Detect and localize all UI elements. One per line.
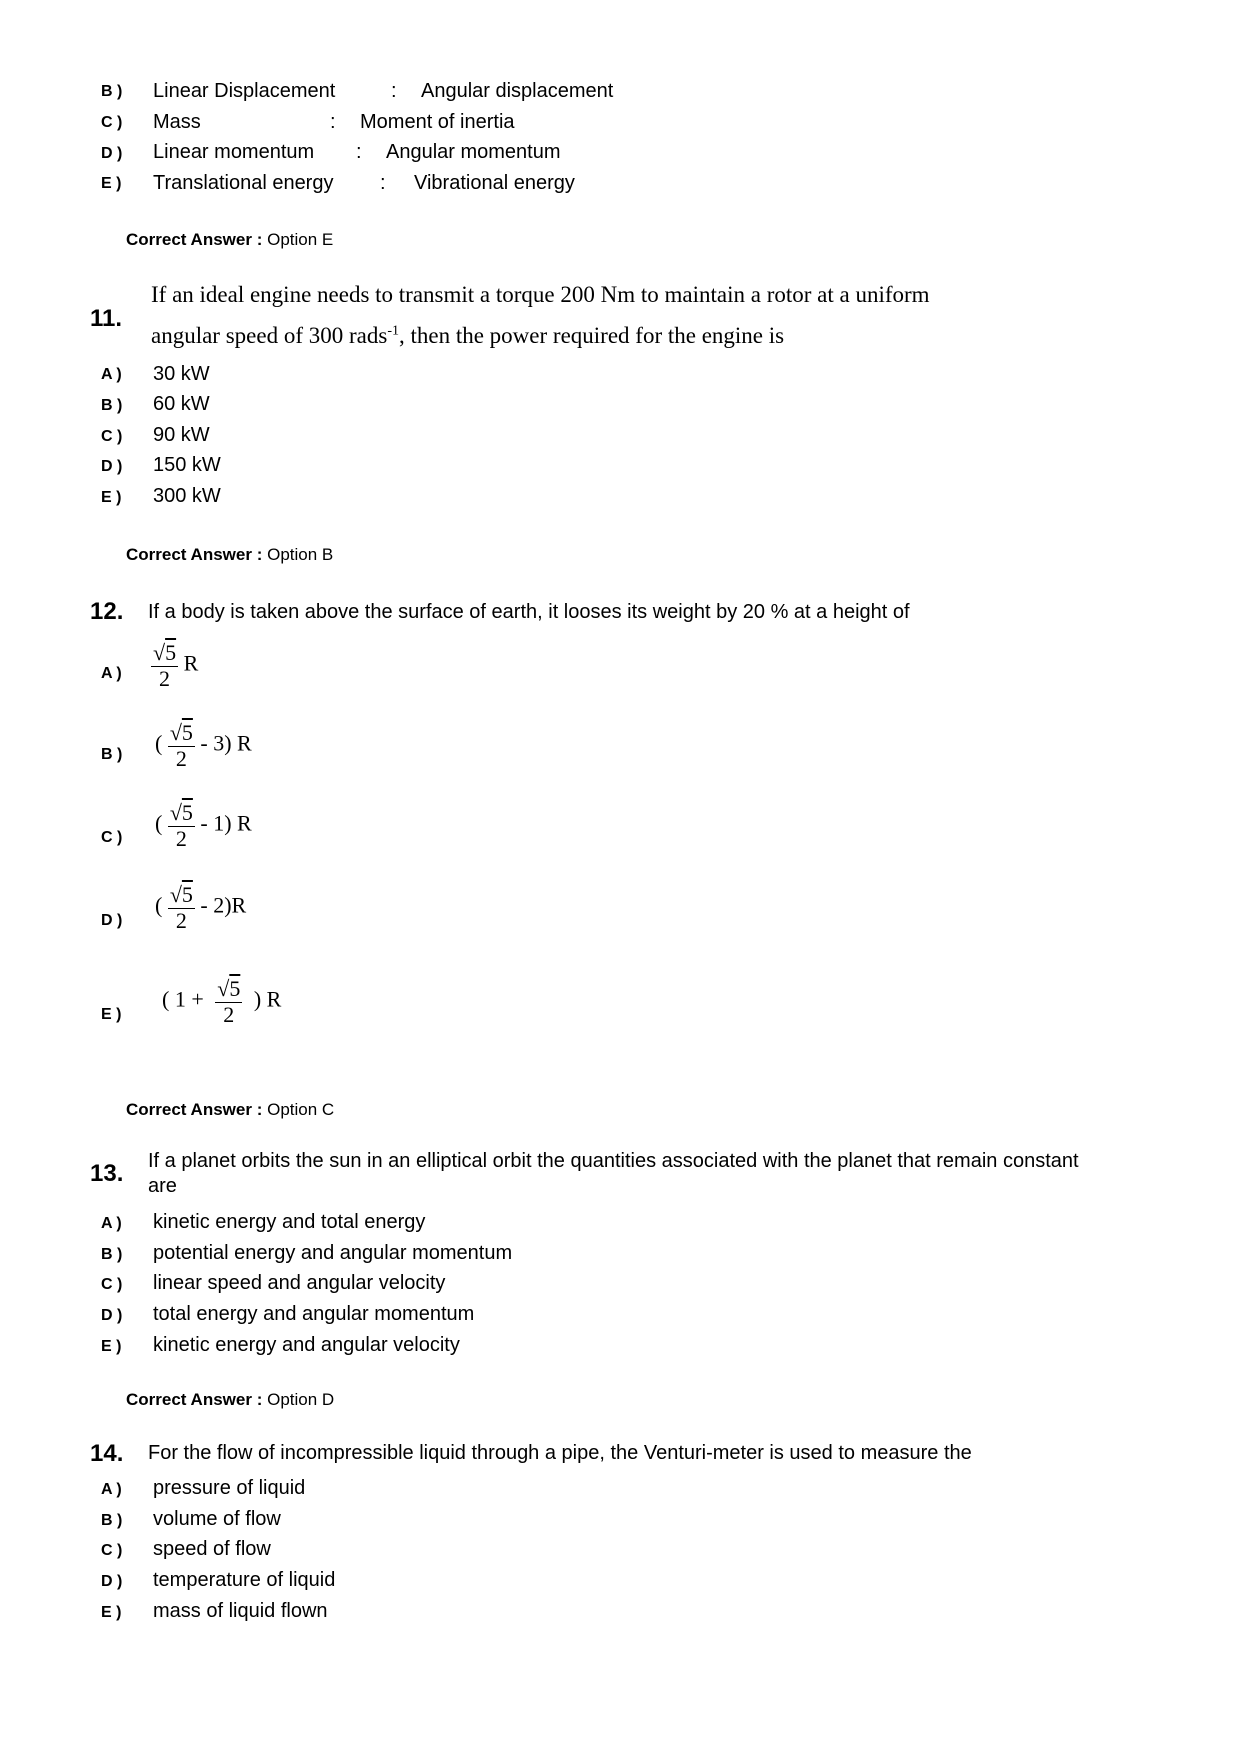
- option-label: A ): [101, 366, 122, 383]
- option-text: volume of flow: [153, 1508, 281, 1530]
- option-text: 60 kW: [153, 393, 210, 415]
- sqrt-symbol: √: [153, 640, 166, 665]
- formula-prefix: (: [155, 810, 163, 836]
- formula-suffix: ) R: [253, 986, 282, 1012]
- fraction: [168, 882, 195, 933]
- option-left-text: Mass: [153, 111, 201, 133]
- correct-answer-value: Option C: [267, 1100, 335, 1119]
- fraction-numerator: 5: [181, 882, 193, 907]
- formula-prefix: ( 1 +: [162, 986, 204, 1012]
- option-separator: :: [391, 80, 397, 102]
- option-label: B ): [101, 83, 123, 100]
- option-text: 30 kW: [153, 363, 210, 385]
- option-text: temperature of liquid: [153, 1569, 336, 1591]
- option-text: potential energy and angular momentum: [153, 1242, 513, 1264]
- option-right-text: Angular displacement: [421, 80, 614, 102]
- question-text: If a planet orbits the sun in an elliptical orbit the quantities associated with the planet that remain constant: [148, 1150, 1079, 1172]
- option-label: A ): [101, 1215, 122, 1232]
- correct-answer: [126, 1100, 334, 1120]
- formula-suffix: - 3) R: [200, 730, 252, 756]
- question-text-line2: are: [148, 1175, 177, 1197]
- correct-answer-prefix: Correct Answer :: [126, 1390, 263, 1409]
- fraction: [151, 640, 178, 691]
- option-label: D ): [101, 1307, 123, 1324]
- question-text: For the flow of incompressible liquid through a pipe, the Venturi-meter is used to measure the: [148, 1442, 972, 1464]
- option-text: kinetic energy and total energy: [153, 1211, 426, 1233]
- option-label: B ): [101, 1246, 123, 1263]
- fraction-denominator: 2: [175, 746, 187, 771]
- question-text-part: , then the power required for the engine is: [398, 323, 785, 348]
- formula-prefix: (: [155, 730, 163, 756]
- option-label: E ): [101, 175, 122, 192]
- correct-answer: [126, 230, 333, 250]
- option-label: D ): [101, 458, 123, 475]
- correct-answer-value: Option E: [267, 230, 334, 249]
- correct-answer: [126, 1390, 334, 1410]
- fraction-denominator: 2: [159, 666, 171, 691]
- option-text: speed of flow: [153, 1538, 271, 1560]
- correct-answer-prefix: Correct Answer :: [126, 545, 263, 564]
- option-label: B ): [101, 397, 123, 414]
- option-text: 300 kW: [153, 485, 221, 507]
- question-text-line2: [151, 323, 784, 349]
- option-label: C ): [101, 1542, 123, 1559]
- formula-suffix: - 2)R: [200, 892, 247, 918]
- option-text: total energy and angular momentum: [153, 1303, 475, 1325]
- correct-answer-prefix: Correct Answer :: [126, 1100, 263, 1119]
- option-text: 90 kW: [153, 424, 210, 446]
- option-separator: :: [380, 172, 386, 194]
- correct-answer-prefix: Correct Answer :: [126, 230, 263, 249]
- correct-answer-value: Option D: [267, 1390, 335, 1409]
- superscript: -1: [387, 323, 399, 339]
- option-label: A ): [101, 1481, 122, 1498]
- option-label: A ): [101, 665, 122, 682]
- option-text: mass of liquid flown: [153, 1600, 328, 1622]
- option-label: C ): [101, 829, 123, 846]
- option-label: C ): [101, 114, 123, 131]
- correct-answer: [126, 545, 333, 565]
- fraction: [215, 976, 242, 1027]
- option-label: D ): [101, 912, 123, 929]
- question-number: 12.: [90, 598, 124, 625]
- sqrt-symbol: √: [169, 720, 182, 745]
- option-formula: [155, 882, 246, 933]
- option-label: E ): [101, 1006, 122, 1023]
- option-label: C ): [101, 428, 123, 445]
- correct-answer-value: Option B: [267, 545, 334, 564]
- fraction-numerator: 5: [229, 976, 241, 1001]
- sqrt-symbol: √: [169, 882, 182, 907]
- fraction-denominator: 2: [175, 826, 187, 851]
- option-right-text: Moment of inertia: [360, 111, 515, 133]
- fraction-numerator: 5: [181, 720, 193, 745]
- formula-suffix: - 1) R: [200, 810, 252, 836]
- formula-prefix: (: [155, 892, 163, 918]
- fraction-numerator: 5: [181, 800, 193, 825]
- fraction-numerator: 5: [165, 640, 177, 665]
- option-formula: [162, 976, 281, 1027]
- option-text: linear speed and angular velocity: [153, 1272, 446, 1294]
- option-separator: :: [330, 111, 336, 133]
- option-label: C ): [101, 1276, 123, 1293]
- option-label: B ): [101, 746, 123, 763]
- option-separator: :: [356, 141, 362, 163]
- option-right-text: Vibrational energy: [414, 172, 575, 194]
- question-text-part: angular speed of 300 rads: [151, 323, 388, 348]
- formula-suffix: R: [183, 650, 199, 676]
- option-label: D ): [101, 1573, 123, 1590]
- option-formula: [151, 640, 198, 691]
- option-label: E ): [101, 1338, 122, 1355]
- fraction-denominator: 2: [223, 1002, 235, 1027]
- option-left-text: Translational energy: [153, 172, 334, 194]
- option-label: B ): [101, 1512, 123, 1529]
- option-label: E ): [101, 1604, 122, 1621]
- question-text: If an ideal engine needs to transmit a torque 200 Nm to maintain a rotor at a uniform: [151, 282, 930, 307]
- option-left-text: Linear Displacement: [153, 80, 336, 102]
- option-text: pressure of liquid: [153, 1477, 306, 1499]
- question-number: 11.: [90, 305, 123, 332]
- question-number: 13.: [90, 1160, 124, 1187]
- sqrt-symbol: √: [169, 800, 182, 825]
- question-text: If a body is taken above the surface of earth, it looses its weight by 20 % at a height of: [148, 601, 910, 623]
- fraction: [168, 720, 195, 771]
- sqrt-symbol: √: [217, 976, 230, 1001]
- option-formula: [155, 720, 252, 771]
- question-number: 14.: [90, 1440, 124, 1467]
- option-text: kinetic energy and angular velocity: [153, 1334, 460, 1356]
- fraction-denominator: 2: [175, 908, 187, 933]
- option-text: 150 kW: [153, 454, 221, 476]
- option-formula: [155, 800, 252, 851]
- option-left-text: Linear momentum: [153, 141, 315, 163]
- option-label: E ): [101, 489, 122, 506]
- option-label: D ): [101, 145, 123, 162]
- fraction: [168, 800, 195, 851]
- option-right-text: Angular momentum: [386, 141, 561, 163]
